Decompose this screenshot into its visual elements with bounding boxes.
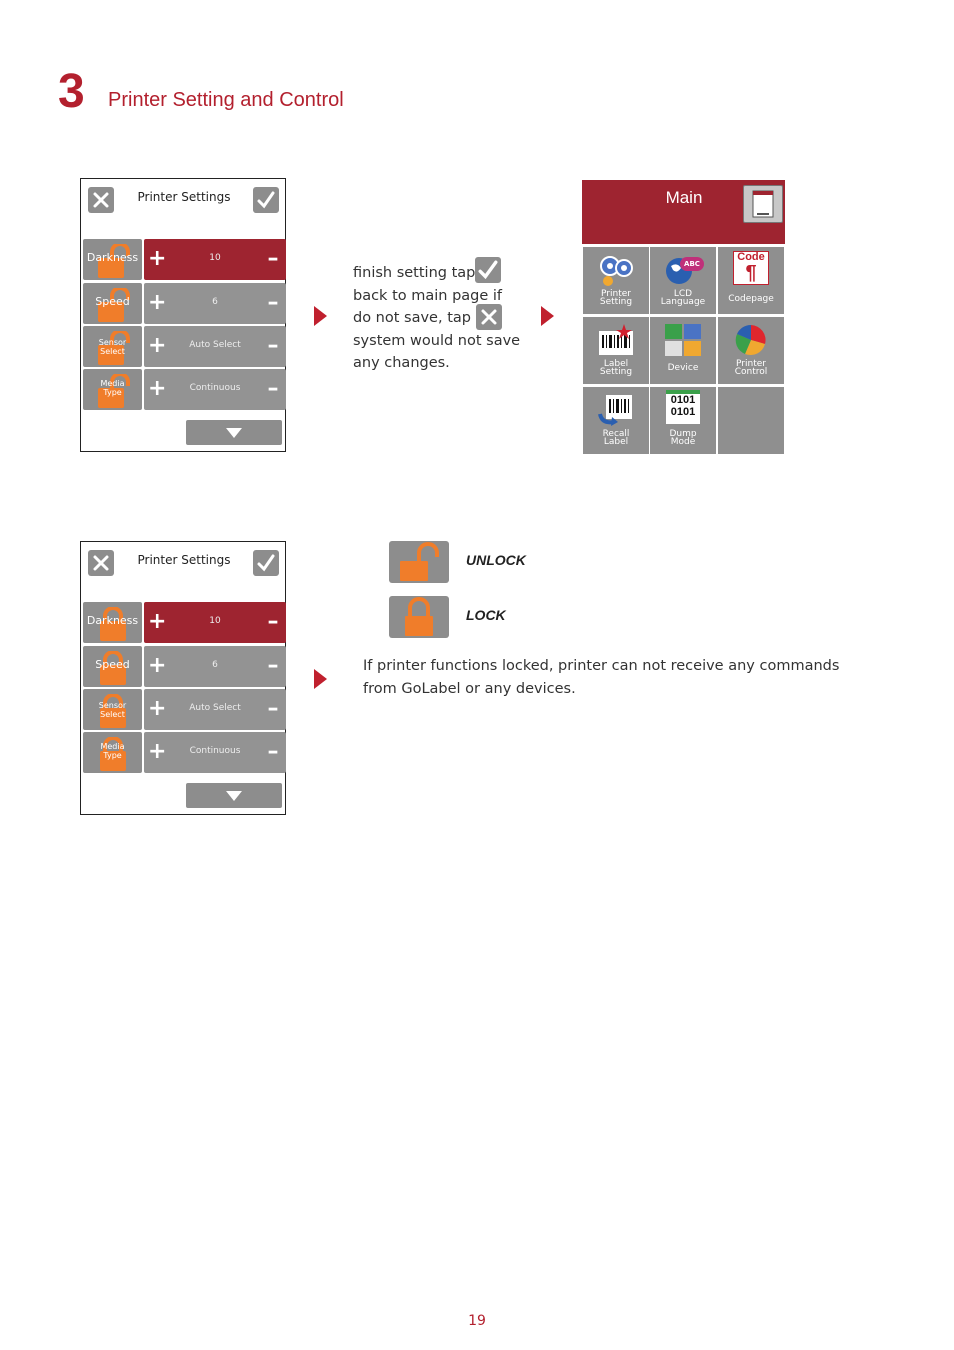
row-value: 10 <box>209 253 221 263</box>
value-control-sensor <box>144 326 286 367</box>
chapter-title: Printer Setting and Control <box>108 89 344 111</box>
tile-label-l1: LCD <box>673 289 693 299</box>
tile-label-l1: Printer <box>601 289 631 299</box>
lock-note <box>363 655 843 700</box>
decrease-button[interactable]: – <box>267 609 279 634</box>
row-label: Darkness <box>86 614 139 627</box>
gears-icon <box>596 252 636 288</box>
tile-label-l2: Mode <box>670 437 696 447</box>
value-control-sensor <box>144 689 286 730</box>
decrease-button[interactable]: – <box>267 696 279 721</box>
check-icon <box>475 257 501 283</box>
chapter-number: 3 <box>58 65 85 118</box>
row-label: Speed <box>95 295 130 308</box>
row-label-line1: Media <box>100 742 125 751</box>
lock-toggle-darkness[interactable] <box>83 239 142 280</box>
cancel-icon-inline <box>476 304 502 330</box>
confirm-button[interactable] <box>253 187 279 213</box>
instruction-line5: any changes. <box>353 355 450 371</box>
arrow-right-icon <box>541 306 554 326</box>
decrease-button[interactable]: – <box>267 653 279 678</box>
printer-settings-panel <box>80 178 286 452</box>
row-value: Auto Select <box>189 340 241 350</box>
down-triangle-icon <box>225 427 243 439</box>
tile-label-l1: Label <box>603 359 629 369</box>
row-value: 6 <box>212 660 218 670</box>
panel-title: Printer Settings <box>137 190 231 204</box>
lock-toggle-sensor[interactable] <box>83 689 142 730</box>
unlock-label: UNLOCK <box>466 552 526 568</box>
row-value: 10 <box>209 616 221 626</box>
down-triangle-icon <box>225 790 243 802</box>
panel-title: Printer Settings <box>137 553 231 567</box>
value-control-media <box>144 732 286 773</box>
tile-label-l2: Language <box>660 297 706 307</box>
setting-row-darkness <box>82 602 286 643</box>
row-label-line1: Media <box>100 379 125 388</box>
value-control-media <box>144 369 286 410</box>
row-value: 6 <box>212 297 218 307</box>
lock-legend-icon <box>389 596 449 638</box>
decrease-button[interactable]: – <box>267 290 279 315</box>
setting-row-sensor <box>82 689 286 730</box>
value-control-speed <box>144 646 286 687</box>
barcode-icon <box>596 322 636 358</box>
arrow-right-icon <box>314 306 327 326</box>
tile-empty <box>718 387 784 454</box>
row-label: Speed <box>95 658 130 671</box>
row-label-line2: Type <box>103 751 122 760</box>
row-value: Continuous <box>189 383 241 393</box>
tile-printer-control[interactable] <box>718 317 784 384</box>
binary-line1: 0101 <box>670 394 696 406</box>
arrow-right-icon <box>314 669 327 689</box>
tile-label-l1: Recall <box>602 429 630 439</box>
increase-button[interactable]: + <box>148 739 167 764</box>
setting-row-sensor <box>82 326 286 367</box>
tile-label-l2: Control <box>734 367 768 377</box>
lock-label: LOCK <box>466 607 506 623</box>
row-label: Darkness <box>86 251 139 264</box>
row-label-line1: Sensor <box>98 338 127 347</box>
row-label-line1: Sensor <box>98 701 127 710</box>
tile-lcd-language[interactable] <box>650 247 716 314</box>
decrease-button[interactable]: – <box>267 739 279 764</box>
tile-device[interactable] <box>650 317 716 384</box>
value-control-speed <box>144 283 286 324</box>
lock-note-line2: from GoLabel or any devices. <box>363 680 576 697</box>
tile-label-l2: Setting <box>599 297 633 307</box>
setting-row-speed <box>82 283 286 324</box>
lock-note-line1: If printer functions locked, printer can not receive any commands <box>363 658 840 674</box>
tile-codepage[interactable] <box>718 247 784 314</box>
page-number: 19 <box>468 1313 486 1329</box>
increase-button[interactable]: + <box>148 376 167 401</box>
decrease-button[interactable]: – <box>267 376 279 401</box>
printer-icon[interactable] <box>743 185 783 223</box>
recall-icon <box>596 392 636 428</box>
setting-row-media <box>82 732 286 773</box>
tile-label-l1: Device <box>667 363 699 373</box>
value-control-darkness <box>144 602 286 643</box>
row-value: Continuous <box>189 746 241 756</box>
tile-label-l1: Printer <box>736 359 766 369</box>
lock-icon <box>389 596 449 638</box>
row-label-line2: Select <box>100 347 125 356</box>
increase-button[interactable]: + <box>148 290 167 315</box>
setting-row-media <box>82 369 286 410</box>
tile-label-l2: Setting <box>599 367 633 377</box>
increase-button[interactable]: + <box>148 609 167 634</box>
instruction-line3: do not save, tap <box>353 310 471 326</box>
unlock-legend-icon <box>389 541 449 583</box>
row-value: Auto Select <box>189 703 241 713</box>
lock-toggle-speed[interactable] <box>83 646 142 687</box>
increase-button[interactable]: + <box>148 333 167 358</box>
tile-label-l1: Dump <box>669 429 697 439</box>
row-label-line2: Type <box>103 388 122 397</box>
abc-badge: ABC <box>680 257 704 271</box>
scroll-down-button[interactable] <box>186 420 282 445</box>
cancel-button[interactable] <box>88 550 114 576</box>
close-icon <box>92 191 110 209</box>
increase-button[interactable]: + <box>148 653 167 678</box>
setting-row-darkness <box>82 239 286 280</box>
cancel-button[interactable] <box>88 187 114 213</box>
close-icon <box>476 304 502 330</box>
increase-button[interactable]: + <box>148 246 167 271</box>
code-badge: Code <box>737 251 765 263</box>
increase-button[interactable]: + <box>148 696 167 721</box>
instruction-text <box>353 262 528 375</box>
tile-recall-label[interactable] <box>583 387 649 454</box>
check-icon <box>256 553 276 573</box>
binary-icon <box>666 390 700 424</box>
tile-label-l2: Label <box>603 437 629 447</box>
lock-toggle-media[interactable] <box>83 732 142 773</box>
binary-line2: 0101 <box>670 406 696 418</box>
lock-toggle-speed[interactable] <box>83 283 142 324</box>
lock-toggle-sensor[interactable] <box>83 326 142 367</box>
decrease-button[interactable]: – <box>267 333 279 358</box>
lock-toggle-darkness[interactable] <box>83 602 142 643</box>
instruction-line4: system would not save <box>353 332 521 349</box>
instruction-line2: back to main page if <box>353 287 503 304</box>
confirm-button[interactable] <box>253 550 279 576</box>
tile-label-setting[interactable] <box>583 317 649 384</box>
main-title: Main <box>665 188 703 207</box>
pilcrow-glyph: ¶ <box>745 262 757 284</box>
printer-settings-panel-2 <box>80 541 286 815</box>
value-control-darkness <box>144 239 286 280</box>
close-icon <box>92 554 110 572</box>
check-icon <box>256 190 276 210</box>
row-label-line2: Select <box>100 710 125 719</box>
tile-label-l1: Codepage <box>728 294 774 304</box>
lock-toggle-media[interactable] <box>83 369 142 410</box>
decrease-button[interactable]: – <box>267 246 279 271</box>
tile-printer-setting[interactable] <box>583 247 649 314</box>
tile-dump-mode[interactable] <box>650 387 716 454</box>
scroll-down-button[interactable] <box>186 783 282 808</box>
pie-chart-icon <box>731 322 771 358</box>
confirm-icon-inline <box>475 257 501 283</box>
unlock-icon <box>389 541 449 583</box>
setting-row-speed <box>82 646 286 687</box>
codepage-icon <box>733 251 769 285</box>
main-menu-screen <box>582 180 785 451</box>
device-icon <box>663 322 703 358</box>
instruction-line1: finish setting tap <box>353 265 476 281</box>
